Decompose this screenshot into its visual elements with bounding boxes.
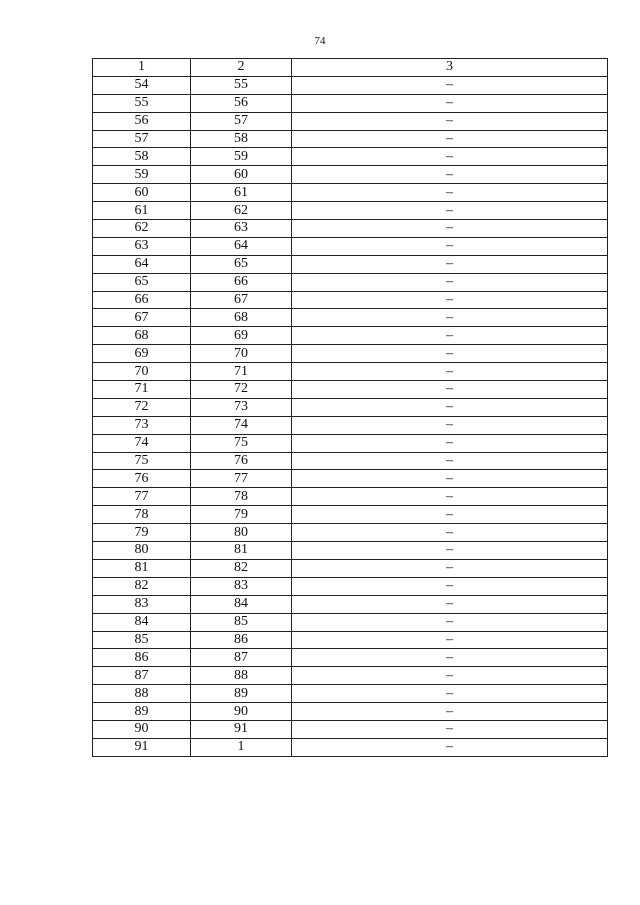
table-cell-col-2: 77 xyxy=(191,470,292,488)
table-cell-col-1: 83 xyxy=(93,595,191,613)
table-cell-col-3: – xyxy=(292,94,608,112)
table-cell-col-2: 64 xyxy=(191,237,292,255)
table-cell-col-1: 82 xyxy=(93,577,191,595)
table-row xyxy=(93,327,608,345)
table-cell-col-1: 86 xyxy=(93,649,191,667)
table-cell-col-1: 71 xyxy=(93,381,191,399)
table-row xyxy=(93,130,608,148)
table-cell-col-1: 89 xyxy=(93,703,191,721)
table-cell-col-3: – xyxy=(292,130,608,148)
table-cell-col-1: 91 xyxy=(93,738,191,756)
table-cell-col-2: 83 xyxy=(191,577,292,595)
table-cell-col-3: – xyxy=(292,720,608,738)
table-cell-col-1: 63 xyxy=(93,237,191,255)
table-cell-col-1: 72 xyxy=(93,398,191,416)
table-row xyxy=(93,381,608,399)
table-cell-col-2: 81 xyxy=(191,542,292,560)
table-cell-col-1: 70 xyxy=(93,363,191,381)
table-cell-col-3: – xyxy=(292,112,608,130)
table-cell-col-2: 73 xyxy=(191,398,292,416)
column-header-3: 3 xyxy=(292,59,608,77)
table-cell-col-3: – xyxy=(292,577,608,595)
table-row xyxy=(93,434,608,452)
table-cell-col-3: – xyxy=(292,542,608,560)
table-cell-col-2: 70 xyxy=(191,345,292,363)
table-row xyxy=(93,220,608,238)
table-cell-col-2: 60 xyxy=(191,166,292,184)
table-cell-col-3: – xyxy=(292,488,608,506)
table-cell-col-1: 88 xyxy=(93,685,191,703)
table-cell-col-1: 80 xyxy=(93,542,191,560)
table-cell-col-1: 54 xyxy=(93,76,191,94)
table-cell-col-1: 60 xyxy=(93,184,191,202)
table-cell-col-3: – xyxy=(292,559,608,577)
table-row xyxy=(93,559,608,577)
table-cell-col-1: 90 xyxy=(93,720,191,738)
table-cell-col-1: 57 xyxy=(93,130,191,148)
table-cell-col-2: 79 xyxy=(191,506,292,524)
table-cell-col-2: 69 xyxy=(191,327,292,345)
table-cell-col-2: 62 xyxy=(191,202,292,220)
table-row xyxy=(93,273,608,291)
table-row xyxy=(93,524,608,542)
table-cell-col-3: – xyxy=(292,220,608,238)
table-cell-col-2: 74 xyxy=(191,416,292,434)
table-cell-col-2: 75 xyxy=(191,434,292,452)
table-row xyxy=(93,738,608,756)
table-cell-col-2: 59 xyxy=(191,148,292,166)
table-row xyxy=(93,631,608,649)
table-cell-col-3: – xyxy=(292,416,608,434)
table-row xyxy=(93,291,608,309)
table-row xyxy=(93,76,608,94)
table-cell-col-3: – xyxy=(292,398,608,416)
table-row xyxy=(93,595,608,613)
table-cell-col-3: – xyxy=(292,595,608,613)
table-row xyxy=(93,255,608,273)
table-row xyxy=(93,148,608,166)
table-cell-col-2: 86 xyxy=(191,631,292,649)
data-table xyxy=(92,58,608,757)
table-cell-col-1: 77 xyxy=(93,488,191,506)
table-cell-col-3: – xyxy=(292,273,608,291)
table-cell-col-3: – xyxy=(292,703,608,721)
table-cell-col-2: 55 xyxy=(191,76,292,94)
table-row xyxy=(93,398,608,416)
column-header-2: 2 xyxy=(191,59,292,77)
table-cell-col-3: – xyxy=(292,148,608,166)
table-cell-col-3: – xyxy=(292,237,608,255)
table-row xyxy=(93,166,608,184)
table-row xyxy=(93,488,608,506)
table-row xyxy=(93,112,608,130)
table-cell-col-1: 68 xyxy=(93,327,191,345)
table-cell-col-1: 67 xyxy=(93,309,191,327)
table-cell-col-2: 67 xyxy=(191,291,292,309)
table-cell-col-2: 68 xyxy=(191,309,292,327)
table-cell-col-2: 56 xyxy=(191,94,292,112)
table-cell-col-3: – xyxy=(292,76,608,94)
table-cell-col-1: 76 xyxy=(93,470,191,488)
table-cell-col-1: 65 xyxy=(93,273,191,291)
table-row xyxy=(93,720,608,738)
table-cell-col-3: – xyxy=(292,470,608,488)
table-row xyxy=(93,703,608,721)
table-cell-col-1: 78 xyxy=(93,506,191,524)
table-cell-col-3: – xyxy=(292,738,608,756)
table-cell-col-3: – xyxy=(292,452,608,470)
table-cell-col-1: 66 xyxy=(93,291,191,309)
table-cell-col-2: 63 xyxy=(191,220,292,238)
table-cell-col-2: 80 xyxy=(191,524,292,542)
page-number: 74 xyxy=(314,35,326,47)
table-row xyxy=(93,577,608,595)
table-body xyxy=(93,76,608,756)
table-cell-col-3: – xyxy=(292,685,608,703)
table-cell-col-3: – xyxy=(292,291,608,309)
table-cell-col-2: 71 xyxy=(191,363,292,381)
table-cell-col-3: – xyxy=(292,309,608,327)
table-cell-col-2: 66 xyxy=(191,273,292,291)
table-cell-col-2: 72 xyxy=(191,381,292,399)
table-row xyxy=(93,506,608,524)
table-cell-col-3: – xyxy=(292,255,608,273)
table-cell-col-3: – xyxy=(292,345,608,363)
table-cell-col-1: 58 xyxy=(93,148,191,166)
table-cell-col-1: 79 xyxy=(93,524,191,542)
table-row xyxy=(93,416,608,434)
table-cell-col-1: 87 xyxy=(93,667,191,685)
table-cell-col-3: – xyxy=(292,434,608,452)
table-cell-col-2: 87 xyxy=(191,649,292,667)
table-cell-col-1: 81 xyxy=(93,559,191,577)
table-row xyxy=(93,363,608,381)
table-cell-col-1: 56 xyxy=(93,112,191,130)
table-cell-col-3: – xyxy=(292,613,608,631)
table-cell-col-2: 82 xyxy=(191,559,292,577)
table-cell-col-1: 55 xyxy=(93,94,191,112)
table-cell-col-3: – xyxy=(292,381,608,399)
table-cell-col-3: – xyxy=(292,667,608,685)
table-cell-col-3: – xyxy=(292,327,608,345)
table-cell-col-1: 69 xyxy=(93,345,191,363)
table-cell-col-2: 57 xyxy=(191,112,292,130)
table-row xyxy=(93,94,608,112)
table-cell-col-3: – xyxy=(292,506,608,524)
table-cell-col-3: – xyxy=(292,202,608,220)
table-cell-col-2: 85 xyxy=(191,613,292,631)
table-row xyxy=(93,667,608,685)
table-row xyxy=(93,237,608,255)
table-cell-col-1: 62 xyxy=(93,220,191,238)
table-cell-col-3: – xyxy=(292,166,608,184)
table-cell-col-2: 58 xyxy=(191,130,292,148)
table-cell-col-1: 75 xyxy=(93,452,191,470)
table-cell-col-3: – xyxy=(292,631,608,649)
table-row xyxy=(93,649,608,667)
table-cell-col-1: 85 xyxy=(93,631,191,649)
table-cell-col-2: 91 xyxy=(191,720,292,738)
table-cell-col-1: 59 xyxy=(93,166,191,184)
table-cell-col-2: 89 xyxy=(191,685,292,703)
table-cell-col-2: 65 xyxy=(191,255,292,273)
table-row xyxy=(93,202,608,220)
table-row xyxy=(93,613,608,631)
table-cell-col-2: 1 xyxy=(191,738,292,756)
table-cell-col-1: 84 xyxy=(93,613,191,631)
table-cell-col-3: – xyxy=(292,649,608,667)
table-cell-col-2: 61 xyxy=(191,184,292,202)
table-cell-col-2: 90 xyxy=(191,703,292,721)
table-header-row xyxy=(93,59,608,77)
table-cell-col-2: 78 xyxy=(191,488,292,506)
table-row xyxy=(93,452,608,470)
table-row xyxy=(93,542,608,560)
table-row xyxy=(93,345,608,363)
table-cell-col-2: 88 xyxy=(191,667,292,685)
table-cell-col-1: 73 xyxy=(93,416,191,434)
table-row xyxy=(93,470,608,488)
table-row xyxy=(93,309,608,327)
table-row xyxy=(93,685,608,703)
table-cell-col-3: – xyxy=(292,363,608,381)
column-header-1: 1 xyxy=(93,59,191,77)
table-cell-col-1: 64 xyxy=(93,255,191,273)
table-cell-col-1: 74 xyxy=(93,434,191,452)
table-cell-col-1: 61 xyxy=(93,202,191,220)
table-cell-col-2: 76 xyxy=(191,452,292,470)
table-cell-col-3: – xyxy=(292,524,608,542)
table-row xyxy=(93,184,608,202)
table-cell-col-3: – xyxy=(292,184,608,202)
table-cell-col-2: 84 xyxy=(191,595,292,613)
